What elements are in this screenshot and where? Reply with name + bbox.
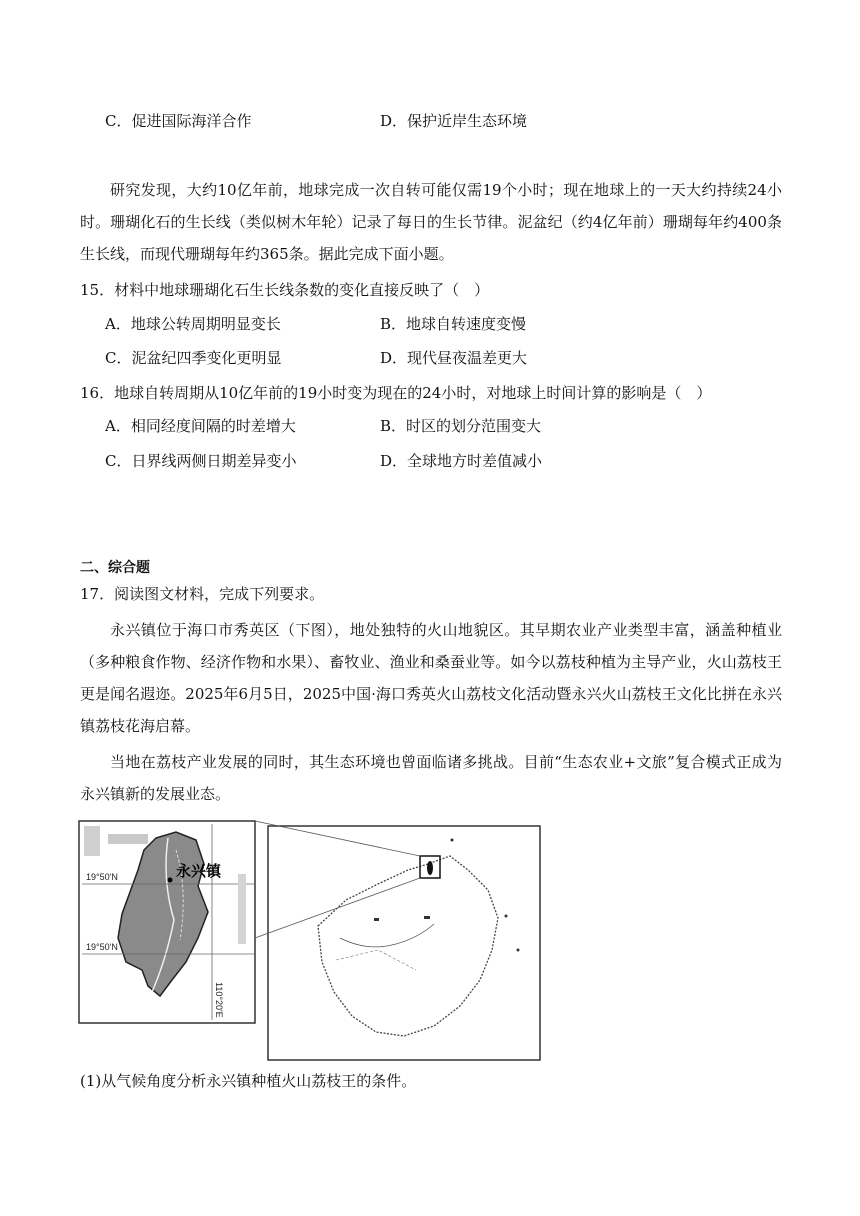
q15-option-c: C．泥盆纪四季变化更明显 (105, 349, 282, 367)
lat-label-upper: 19°50'N (86, 872, 118, 882)
q17-paragraph-1: 永兴镇位于海口市秀英区（下图），地处独特的火山地貌区。其早期农业产业类型丰富，涵盖种植业（多种粮食作物、经济作物和水果）、畜牧业、渔业和桑蚕业等。如今以荔枝种植为主导产业，火山荔枝王更是闻名遐迩。2025年6月5日，2025中国·海口秀英火山荔枝文化活动暨永兴火山荔枝王文化比拼在永兴镇荔枝花海启幕。 (80, 621, 782, 735)
location-map-figure (78, 820, 548, 1065)
q16-option-d: D．全球地方时差值减小 (380, 452, 543, 470)
lat-label-lower: 19°50'N (86, 942, 118, 952)
inset-label-box-left (84, 826, 100, 856)
q14-option-c: C．促进国际海洋合作 (105, 112, 252, 130)
q15-option-b: B．地球自转速度变慢 (380, 315, 527, 333)
q17-paragraph-2: 当地在荔枝产业发展的同时，其生态环境也曾面临诸多挑战。目前“生态农业+文旅”复合模式正成为永兴镇新的发展业态。 (80, 753, 782, 803)
q14-option-d: D．保护近岸生态环境 (380, 112, 528, 130)
q15-option-a: A．地球公转周期明显变长 (105, 315, 281, 333)
inset-side-label (238, 874, 246, 944)
main-map-frame (268, 826, 540, 1060)
q17-subquestion-1: (1)从气候角度分析永兴镇种植火山荔枝王的条件。 (80, 1072, 417, 1090)
lon-label: 110°20'E (214, 982, 224, 1018)
location-map (78, 820, 548, 1065)
section-title: 二、综合题 (80, 560, 150, 576)
q16-option-a: A．相同经度间隔的时差增大 (105, 417, 296, 435)
q17-stem: 17．阅读图文材料，完成下列要求。 (80, 585, 325, 603)
q15-stem: 15．材料中地球珊瑚化石生长线条数的变化直接反映了（ ） (80, 281, 490, 299)
q16-stem: 16．地球自转周期从10亿年前的19小时变为现在的24小时，对地球上时间计算的影响是（ ） (80, 384, 712, 402)
q16-option-c: C．日界线两侧日期差异变小 (105, 452, 297, 470)
town-label: 永兴镇 (176, 862, 222, 880)
q15-option-d: D．现代昼夜温差更大 (380, 349, 528, 367)
coral-material-paragraph: 研究发现，大约10亿年前，地球完成一次自转可能仅需19个小时；现在地球上的一天大约持续24小时。珊瑚化石的生长线（类似树木年轮）记录了每日的生长节律。泥盆纪（约4亿年前）珊瑚每年约400条生长线，而现代珊瑚每年约365条。据此完成下面小题。 (80, 181, 782, 263)
inset-label-box (108, 834, 148, 844)
q16-option-b: B．时区的划分范围变大 (380, 417, 542, 435)
